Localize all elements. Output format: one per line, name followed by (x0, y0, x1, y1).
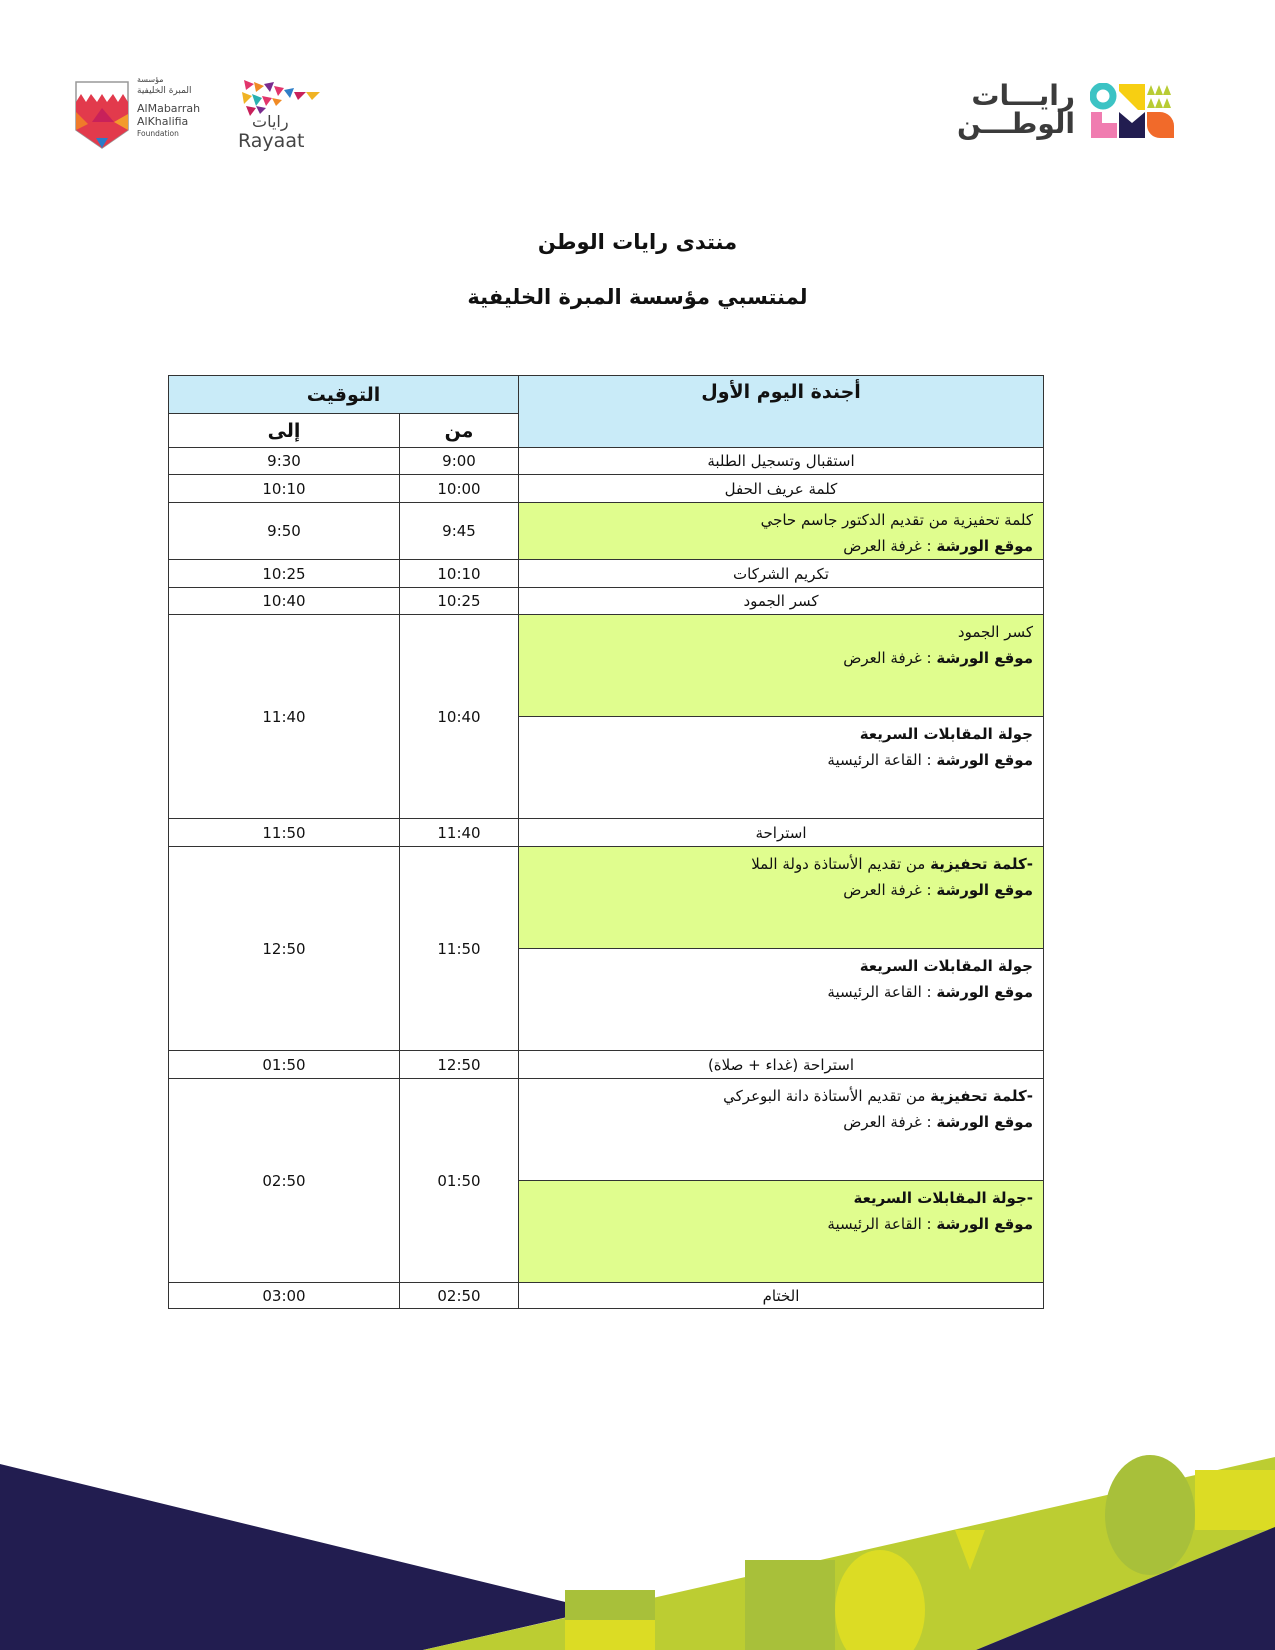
to-time: 10:10 (169, 475, 400, 503)
agenda-label-bold: موقع الورشة (936, 881, 1033, 899)
agenda-label-bold: جولة المقابلات السريعة (859, 725, 1033, 743)
to-time: 11:40 (169, 615, 400, 819)
agenda-text: : القاعة الرئيسية (827, 751, 937, 769)
agenda-item (519, 1051, 1044, 1079)
agenda-text: : غرفة العرض (843, 1113, 937, 1131)
agenda-item (519, 847, 1044, 949)
agenda-header: أجندة اليوم الأول (519, 376, 1044, 448)
to-time: 11:50 (169, 819, 400, 847)
agenda-label-bold: موقع الورشة (936, 649, 1033, 667)
from-time: 12:50 (400, 1051, 519, 1079)
agenda-text: كسر الجمود (957, 623, 1033, 641)
to-time: 12:50 (169, 847, 400, 1051)
agenda-row (169, 819, 1044, 847)
agenda-row (169, 588, 1044, 615)
agenda-label-bold: موقع الورشة (936, 751, 1033, 769)
from-time: 9:00 (400, 448, 519, 475)
agenda-text: استراحة (غداء + صلاة) (707, 1055, 855, 1074)
from-time: 11:40 (400, 819, 519, 847)
agenda-line (529, 645, 1033, 671)
agenda-item (519, 1283, 1044, 1309)
agenda-item (519, 448, 1044, 475)
agenda-text: تكريم الشركات (733, 564, 829, 583)
from-time: 10:25 (400, 588, 519, 615)
agenda-label-bold: موقع الورشة (936, 983, 1033, 1001)
agenda-text: الختام (762, 1286, 800, 1305)
agenda-label-bold: موقع الورشة (936, 1113, 1033, 1131)
page-subtitle: لمنتسبي مؤسسة المبرة الخليفية (467, 285, 808, 309)
agenda-line (529, 619, 1033, 645)
agenda-line (529, 877, 1033, 903)
agenda-item (519, 1079, 1044, 1181)
agenda-line (519, 592, 1043, 610)
agenda-line (529, 747, 1033, 773)
agenda-line (519, 1056, 1043, 1074)
agenda-text: : غرفة العرض (843, 649, 937, 667)
from-time: 02:50 (400, 1283, 519, 1309)
agenda-text: من تقديم الأستاذة دانة البوعركي (723, 1087, 931, 1105)
agenda-label-bold: -جولة المقابلات السريعة (853, 1189, 1033, 1207)
agenda-line (529, 721, 1033, 747)
to-time: 10:40 (169, 588, 400, 615)
agenda-text: كلمة تحفيزية من تقديم الدكتور جاسم حاجي (760, 511, 1033, 529)
to-time: 03:00 (169, 1283, 400, 1309)
from-time: 01:50 (400, 1079, 519, 1283)
agenda-line (519, 1287, 1043, 1305)
to-time: 01:50 (169, 1051, 400, 1079)
agenda-item (519, 949, 1044, 1051)
agenda-row (169, 503, 1044, 560)
agenda-text: : القاعة الرئيسية (827, 1215, 937, 1233)
agenda-line (519, 565, 1043, 583)
agenda-text: من تقديم الأستاذة دولة الملا (751, 855, 931, 873)
mabarrah-logo: مؤسسة المبرة الخليفية AlMabarrah AlKhalifia Foundation (74, 78, 204, 150)
to-time: 9:50 (169, 503, 400, 560)
agenda-item (519, 560, 1044, 588)
agenda-line (529, 1109, 1033, 1135)
footer-decoration (0, 1380, 1275, 1650)
agenda-line (529, 851, 1033, 877)
agenda-line (529, 1185, 1033, 1211)
to-time: 9:30 (169, 448, 400, 475)
agenda-text: كسر الجمود (743, 592, 819, 610)
agenda-label-bold: -كلمة تحفيزية (930, 1087, 1033, 1105)
agenda-text: : غرفة العرض (843, 537, 937, 555)
agenda-line (519, 480, 1043, 498)
agenda-item (519, 475, 1044, 503)
agenda-row (169, 1051, 1044, 1079)
agenda-line (519, 824, 1043, 842)
agenda-label-bold: جولة المقابلات السريعة (859, 957, 1033, 975)
rayaat-alwatan-logo: رايـــات الوطـــن (975, 83, 1185, 143)
agenda-text: : غرفة العرض (843, 881, 937, 899)
agenda-label-bold: موقع الورشة (936, 537, 1033, 555)
page-title: منتدى رايات الوطن (537, 230, 738, 254)
agenda-item (519, 615, 1044, 717)
agenda-row (169, 1283, 1044, 1309)
to-header: إلى (169, 414, 400, 448)
agenda-label-bold: موقع الورشة (936, 1215, 1033, 1233)
from-time: 11:50 (400, 847, 519, 1051)
agenda-line (529, 979, 1033, 1005)
agenda-text: استراحة (755, 823, 807, 842)
agenda-table (168, 375, 1044, 1309)
from-time: 10:00 (400, 475, 519, 503)
agenda-item (519, 588, 1044, 615)
agenda-line (529, 1211, 1033, 1237)
from-time: 10:40 (400, 615, 519, 819)
agenda-item (519, 1181, 1044, 1283)
agenda-text: استقبال وتسجيل الطلبة (707, 452, 855, 470)
agenda-row (169, 448, 1044, 475)
agenda-item (519, 819, 1044, 847)
to-time: 10:25 (169, 560, 400, 588)
agenda-line (529, 533, 1033, 559)
from-time: 9:45 (400, 503, 519, 560)
to-time: 02:50 (169, 1079, 400, 1283)
agenda-row (169, 615, 1044, 717)
agenda-line (519, 452, 1043, 470)
rayaat-logo: رايات Rayaat (238, 78, 328, 153)
agenda-row (169, 475, 1044, 503)
agenda-row (169, 1079, 1044, 1181)
timing-header: التوقيت (169, 376, 519, 414)
from-time: 10:10 (400, 560, 519, 588)
agenda-text: : القاعة الرئيسية (827, 983, 937, 1001)
agenda-line (529, 507, 1033, 533)
agenda-label-bold: -كلمة تحفيزية (930, 855, 1033, 873)
agenda-row (169, 560, 1044, 588)
agenda-row (169, 847, 1044, 949)
from-header: من (400, 414, 519, 448)
agenda-line (529, 1083, 1033, 1109)
agenda-item (519, 717, 1044, 819)
agenda-text: كلمة عريف الحفل (724, 479, 838, 498)
agenda-item (519, 503, 1044, 560)
agenda-line (529, 953, 1033, 979)
